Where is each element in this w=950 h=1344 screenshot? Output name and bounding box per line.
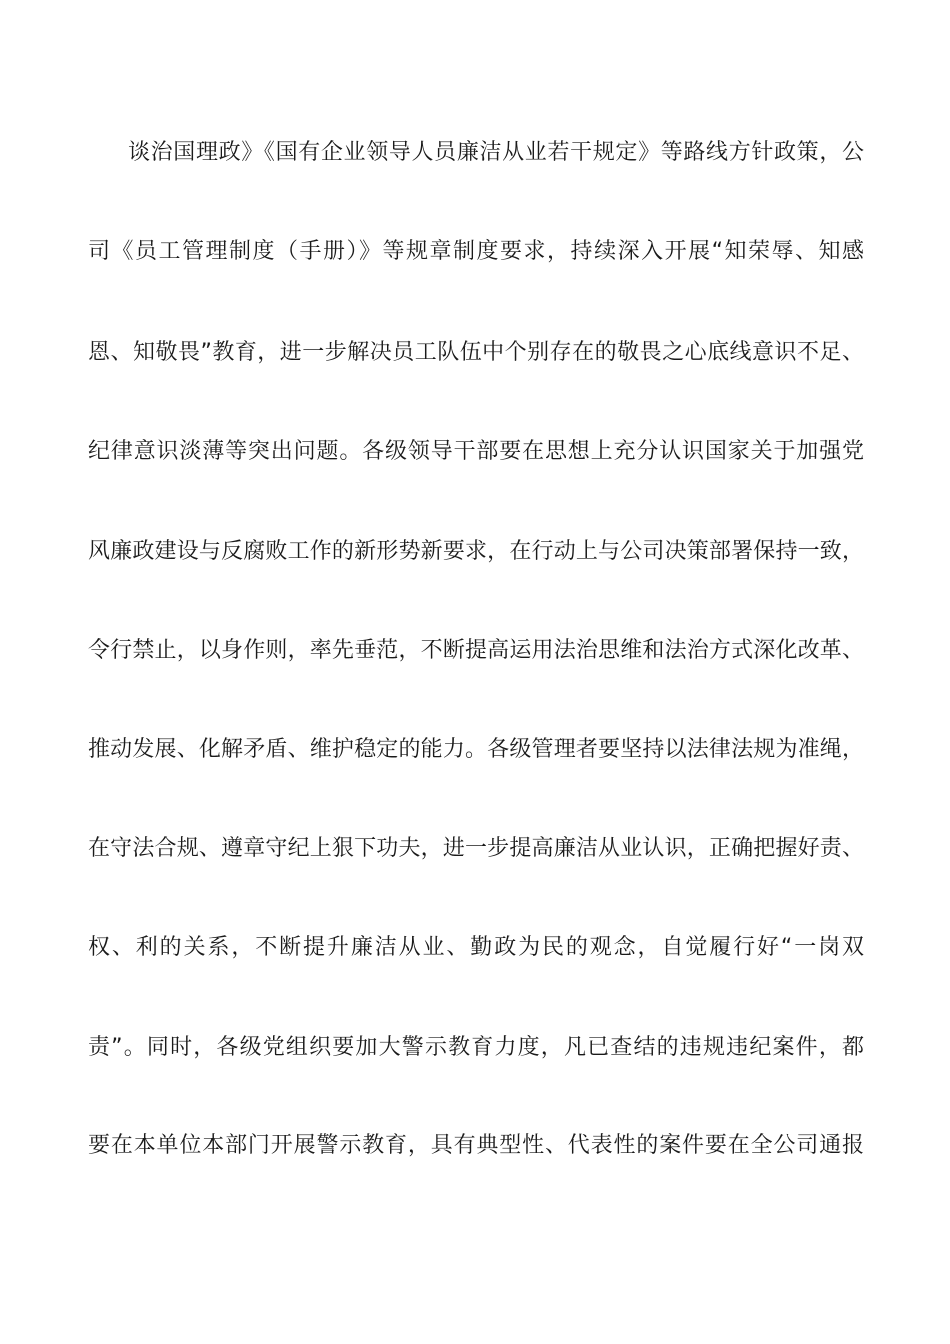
text-line-9: 权、利的关系，不断提升廉洁从业、勤政为民的观念，自觉履行好“一岗双 [88, 935, 864, 960]
text-line-2: 司《员工管理制度（手册）》等规章制度要求，持续深入开展“知荣辱、知感 [88, 239, 864, 264]
text-line-8: 在守法合规、遵章守纪上狠下功夫，进一步提高廉洁从业认识，正确把握好责、 [88, 836, 864, 861]
text-line-3: 恩、知敬畏”教育，进一步解决员工队伍中个别存在的敬畏之心底线意识不足、 [88, 340, 864, 365]
text-line-1: 谈治国理政》《国有企业领导人员廉洁从业若干规定》等路线方针政策，公 [128, 140, 864, 165]
text-line-6: 令行禁止，以身作则，率先垂范，不断提高运用法治思维和法治方式深化改革、 [88, 638, 864, 663]
text-line-4: 纪律意识淡薄等突出问题。各级领导干部要在思想上充分认识国家关于加强党 [88, 439, 864, 464]
text-line-5: 风廉政建设与反腐败工作的新形势新要求，在行动上与公司决策部署保持一致， [88, 539, 864, 564]
text-line-11: 要在本单位本部门开展警示教育，具有典型性、代表性的案件要在全公司通报 [88, 1133, 864, 1158]
text-line-10: 责”。同时，各级党组织要加大警示教育力度，凡已查结的违规违纪案件，都 [88, 1035, 864, 1060]
text-line-7: 推动发展、化解矛盾、维护稳定的能力。各级管理者要坚持以法律法规为准绳， [88, 737, 864, 762]
